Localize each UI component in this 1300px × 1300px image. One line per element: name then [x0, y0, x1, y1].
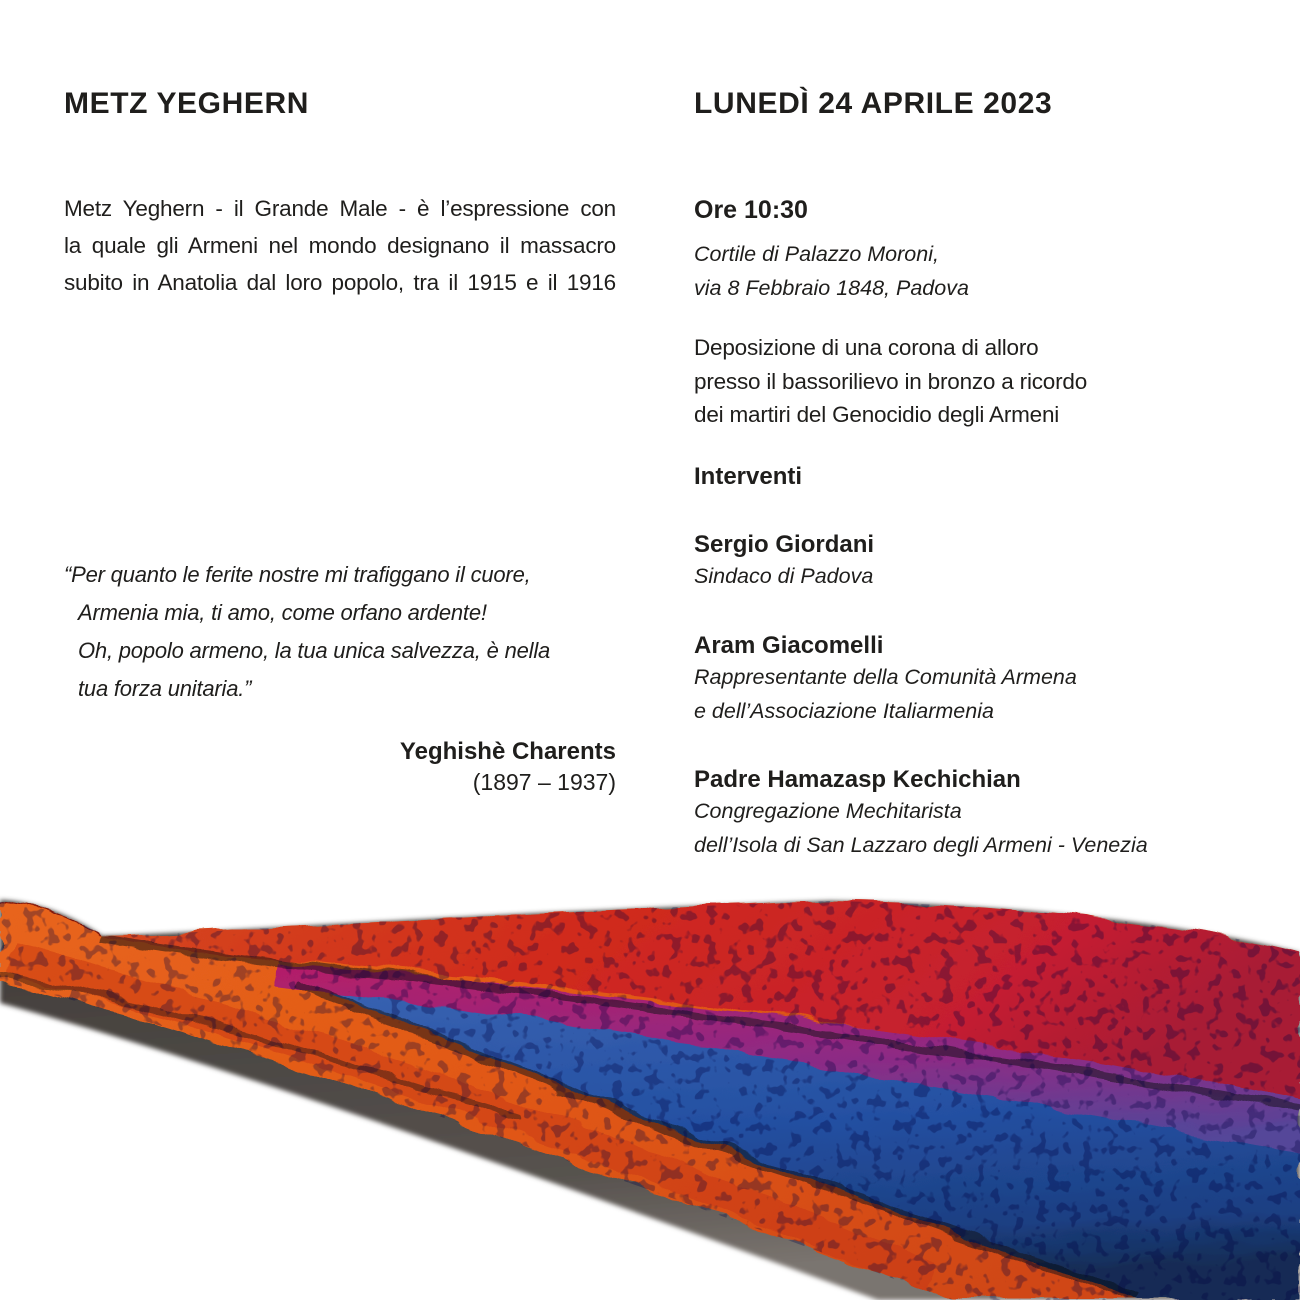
speaker-padre-hamazasp-kechichian [694, 765, 1148, 862]
speaker-sergio-giordani [694, 530, 874, 594]
intro-line: Metz Yeghern - il Grande Male - è l’espressione con [64, 196, 616, 221]
intro-paragraph [64, 190, 616, 301]
quote-line: “Per quanto le ferite nostre mi trafiggano il cuore, [64, 562, 531, 587]
event-venue [694, 237, 969, 305]
quote-line: Oh, popolo armeno, la tua unica salvezza, è nella [78, 638, 551, 663]
speaker-role: Congregazione Mechitarista [694, 799, 962, 823]
event-date-heading: LUNEDÌ 24 APRILE 2023 [694, 87, 1053, 120]
quote-author: Yeghishè Charents [399, 738, 616, 765]
speakers-section-title: Interventi [694, 463, 803, 490]
left-heading: METZ YEGHERN [64, 87, 310, 120]
event-time: Ore 10:30 [694, 196, 808, 224]
speaker-name: Padre Hamazasp Kechichian [694, 766, 1021, 793]
quote-line: tua forza unitaria.” [78, 676, 252, 701]
venue-line: via 8 Febbraio 1848, Padova [694, 276, 969, 300]
flag-brushstroke-svg [0, 886, 1300, 1300]
speaker-role: Rappresentante della Comunità Armena [694, 665, 1077, 689]
speaker-role: dell’Isola di San Lazzaro degli Armeni - Venezia [694, 832, 1148, 857]
speaker-name: Sergio Giordani [694, 531, 875, 558]
event-description [694, 331, 1087, 432]
description-line: dei martiri del Genocidio degli Armeni [694, 402, 1060, 427]
venue-line: Cortile di Palazzo Moroni, [694, 242, 939, 266]
intro-line: la quale gli Armeni nel mondo designano il massacro [64, 233, 616, 258]
speaker-role: e dell’Associazione Italiarmenia [694, 698, 994, 723]
intro-line: subito in Anatolia dal loro popolo, tra il 1915 e il 1916 [64, 270, 616, 295]
poem-quote [64, 556, 616, 708]
flag-brushstroke-artwork [0, 886, 1300, 1300]
quote-author-years: (1897 – 1937) [472, 769, 616, 795]
quote-attribution [64, 736, 616, 798]
description-line: presso il bassorilievo in bronzo a ricordo [694, 368, 1088, 394]
speaker-name: Aram Giacomelli [694, 632, 884, 659]
artwork-speckle-texture [0, 886, 1300, 1300]
speaker-aram-giacomelli [694, 631, 1077, 728]
quote-line: Armenia mia, ti amo, come orfano ardente! [78, 600, 487, 625]
speaker-role: Sindaco di Padova [694, 564, 874, 588]
description-line: Deposizione di una corona di alloro [694, 335, 1039, 360]
